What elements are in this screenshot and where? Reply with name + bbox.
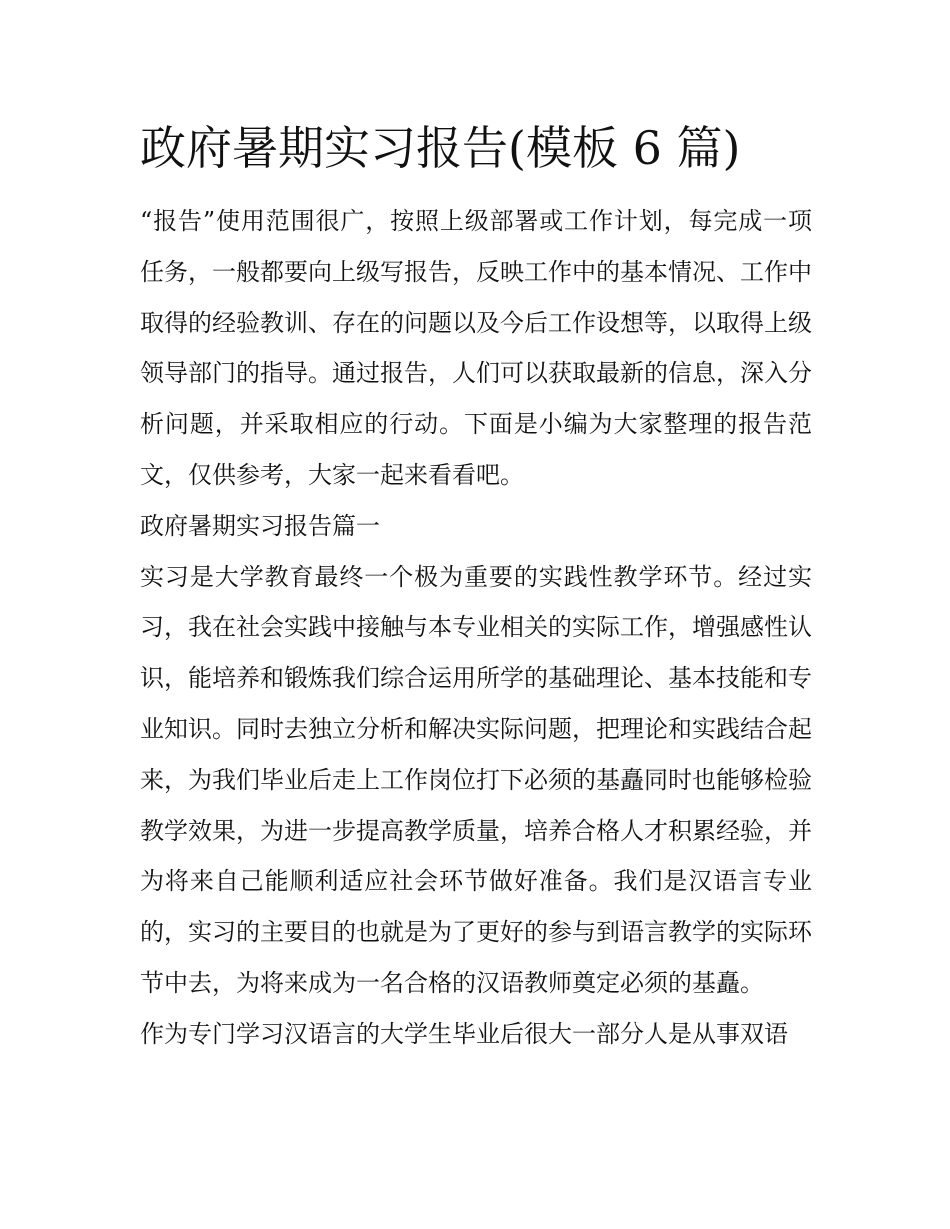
section-heading: 政府暑期实习报告篇一 bbox=[140, 511, 380, 540]
document-page bbox=[140, 118, 812, 1060]
intro-paragraph: “报告”使用范围很广，按照上级部署或工作计划，每完成一项任务，一般都要向上级写报告，反映工作中的基本情况、工作中取得的经验教训、存在的问题以及今后工作设想等，以取得上级领导部门的指导。通过报告，人们可以获取最新的信息，深入分析问题，并采取相应的行动。下面是小编为大家整理的报告范文，仅供参考，大家一起来看看吧。 bbox=[140, 207, 812, 489]
body-paragraph: 作为专门学习汉语言的大学生毕业后很大一部分人是从事双语 bbox=[140, 1019, 788, 1048]
document-title: 政府暑期实习报告(模板 6 篇) bbox=[140, 121, 741, 175]
document-body bbox=[140, 196, 812, 1060]
body-paragraph: 实习是大学教育最终一个极为重要的实践性教学环节。经过实习，我在社会实践中接触与本专业相关的实际工作，增强感性认识，能培养和锻炼我们综合运用所学的基础理论、基本技能和专业知识。同时去独立分析和解决实际问题，把理论和实践结合起来，为我们毕业后走上工作岗位打下必须的基矗同时也能够检验教学效果，为进一步提高教学质量，培养合格人才积累经验，并为将来自己能顺利适应社会环节做好准备。我们是汉语言专业的，实习的主要目的也就是为了更好的参与到语言教学的实际环节中去，为将来成为一名合格的汉语教师奠定必须的基矗。 bbox=[140, 562, 812, 997]
